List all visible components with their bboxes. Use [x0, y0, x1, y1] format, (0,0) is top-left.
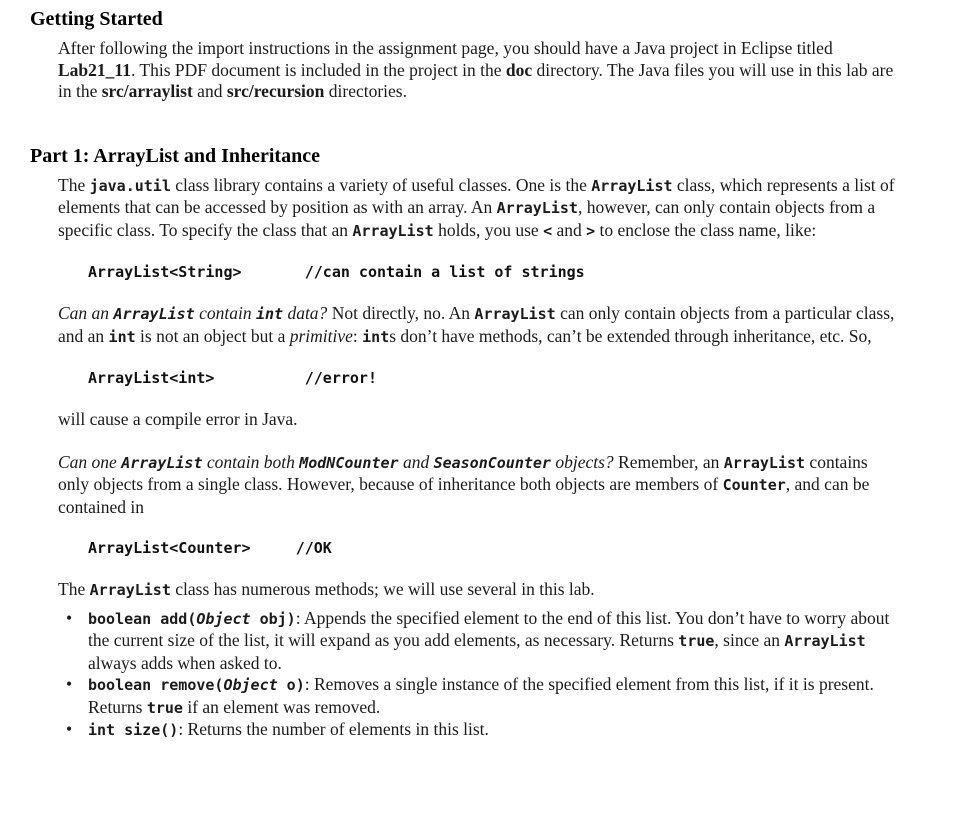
- text-segment: ArrayList: [474, 305, 556, 323]
- text-segment: directory. The Java files you will use in this lab are in the: [58, 59, 894, 101]
- text-segment: int: [255, 305, 284, 323]
- text-segment: ArrayList: [89, 581, 171, 599]
- text-segment: and: [552, 219, 587, 240]
- paragraph-arraylist-intro: [58, 175, 903, 243]
- code-arraylist-string: ArrayList<String> //can contain a list of strings: [88, 263, 585, 281]
- text-segment: Counter: [722, 476, 786, 494]
- text-segment: ArrayList: [784, 632, 866, 650]
- text-segment: : Removes a single instance of the specified element from this list, if it is present. Returns: [88, 674, 874, 717]
- text-segment: , since an: [714, 630, 785, 650]
- method-bullet-list: [58, 608, 903, 742]
- text-segment: Not directly, no. An: [327, 303, 475, 323]
- text-segment: : Returns the number of elements in this list.: [178, 719, 489, 739]
- text-segment: o): [277, 676, 305, 694]
- text-segment: to enclose the class name, like:: [595, 219, 817, 240]
- text-segment: Object: [196, 609, 251, 628]
- list-item-remove-method: [58, 674, 903, 719]
- list-item-size-method: [58, 719, 903, 742]
- text-segment: ArrayList: [352, 221, 434, 240]
- text-segment: The: [58, 579, 90, 599]
- code-arraylist-counter: ArrayList<Counter> //OK: [88, 539, 332, 557]
- text-segment: s don’t have methods, can’t be extended through inheritance, etc. So,: [389, 325, 872, 346]
- paragraph-int-question: [58, 303, 903, 348]
- text-segment: contains only objects from a single class. However, because of inheritance both objects are members of: [58, 451, 868, 494]
- text-segment: After following the import instructions in the assignment page, you should have a Java project in Eclipse titled: [58, 38, 833, 58]
- text-segment: , however, can only contain objects from a specific class. To specify the class that an: [58, 197, 876, 240]
- text-segment: always adds when asked to.: [88, 652, 282, 673]
- text-segment: >: [586, 221, 596, 240]
- text-segment: SeasonCounter: [433, 453, 551, 472]
- text-segment: :: [352, 325, 363, 346]
- text-segment: , and can be contained in: [58, 474, 870, 517]
- text-segment: can only contain objects from a particular class, and an: [58, 303, 895, 346]
- text-segment: Can an: [58, 303, 114, 323]
- text-segment: . This PDF document is included in the project in the: [130, 59, 506, 80]
- paragraph-compile-error: [58, 409, 903, 431]
- heading-getting-started: Getting Started: [30, 8, 163, 30]
- text-segment: data?: [283, 303, 328, 323]
- text-segment: primitive: [289, 325, 353, 346]
- text-segment: ArrayList: [723, 453, 806, 472]
- text-segment: objects?: [550, 451, 614, 472]
- text-segment: class library contains a variety of useful classes. One is the: [170, 174, 592, 195]
- text-segment: int: [108, 327, 136, 346]
- text-segment: src/recursion: [226, 81, 325, 101]
- text-segment: ArrayList: [591, 176, 673, 195]
- text-segment: The: [58, 174, 90, 195]
- list-item-add-method: [58, 608, 903, 675]
- text-segment: java.util: [89, 176, 171, 195]
- text-segment: directories.: [324, 81, 407, 101]
- text-segment: holds, you use: [433, 219, 544, 240]
- text-segment: src/arraylist: [101, 81, 193, 101]
- text-segment: Object: [223, 676, 278, 694]
- text-segment: if an element was removed.: [182, 696, 381, 717]
- text-segment: <: [543, 221, 553, 240]
- text-segment: doc: [505, 59, 533, 80]
- text-segment: and: [192, 81, 227, 101]
- text-segment: : Appends the specified element to the end of this list. You don’t have to worry about the current size of the list, it will expand as you add elements, as necessary. Returns: [88, 607, 890, 650]
- paragraph-counter-question: [58, 452, 903, 519]
- text-segment: obj): [250, 609, 296, 628]
- text-segment: ModNCounter: [299, 453, 399, 472]
- text-segment: boolean add(: [88, 609, 197, 628]
- text-segment: is not an object but a: [135, 325, 290, 346]
- text-segment: ArrayList: [113, 305, 195, 323]
- text-segment: true: [146, 698, 183, 717]
- heading-part1-arraylist-inheritance: Part 1: ArrayList and Inheritance: [30, 144, 320, 167]
- text-segment: and: [398, 451, 434, 472]
- text-segment: Remember, an: [613, 451, 724, 472]
- text-segment: boolean remove(: [88, 676, 224, 694]
- text-segment: will cause a compile error in Java.: [58, 409, 298, 429]
- text-segment: Can one: [58, 451, 122, 472]
- text-segment: int size(): [88, 721, 179, 739]
- text-segment: Lab21_11: [58, 59, 131, 80]
- text-segment: ArrayList: [121, 453, 203, 472]
- text-segment: contain both: [202, 451, 300, 472]
- paragraph-import-instructions: [58, 38, 903, 103]
- text-segment: class has numerous methods; we will use several in this lab.: [170, 579, 595, 599]
- text-segment: class, which represents a list of elements that can be accessed by position as with an array. An: [58, 174, 895, 217]
- text-segment: int: [362, 327, 390, 346]
- code-arraylist-int: ArrayList<int> //error!: [88, 369, 377, 387]
- text-segment: true: [678, 632, 715, 650]
- paragraph-methods-intro: [58, 579, 903, 602]
- text-segment: contain: [194, 303, 256, 323]
- text-segment: ArrayList: [496, 199, 578, 217]
